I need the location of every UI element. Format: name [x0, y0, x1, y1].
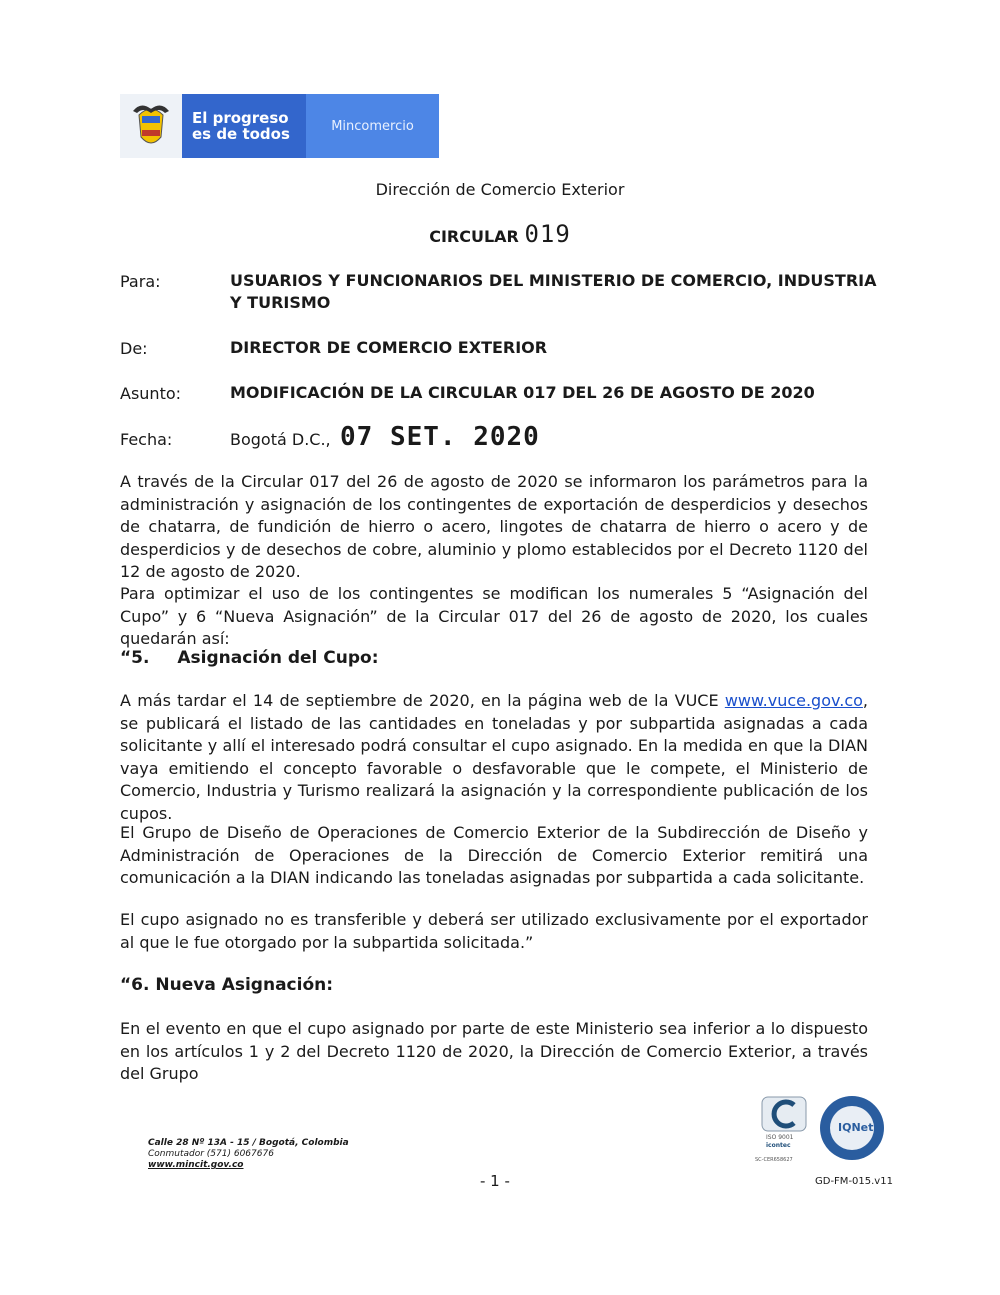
cert1-label: ISO 9001 — [766, 1134, 794, 1141]
icontec-certification-logo — [760, 1095, 808, 1155]
footer-address-block — [148, 1138, 349, 1171]
date-stamp: 07 SET. 2020 — [340, 422, 540, 452]
page-number: - 1 - — [480, 1172, 510, 1190]
date-label: Fecha: — [120, 430, 173, 449]
subject-label: Asunto: — [120, 384, 182, 403]
office-title: Dirección de Comercio Exterior — [375, 180, 625, 199]
paragraph-assignment — [120, 690, 868, 825]
to-label: Para: — [120, 272, 161, 291]
paragraph-assignment-end: , se publicará el listado de las cantidades en toneladas y por subpartida asignadas a cada solicitante y allí el interesado podrá consultar el cupo asignado. En la medida en que la DIAN vaya emitiendo el concepto favorable o desfavorable que le compete, el Ministerio de Comercio, Industria y Turismo realizará la asignación y la correspondiente publicación de los cupos. — [120, 691, 868, 823]
date-place: Bogotá D.C., — [230, 430, 331, 449]
circular-number: 019 — [524, 220, 571, 248]
footer-address: Calle 28 Nº 13A - 15 / Bogotá, Colombia — [148, 1138, 349, 1148]
cert1-code: SC-CER658627 — [755, 1157, 793, 1163]
footer-website[interactable]: www.mincit.gov.co — [148, 1160, 244, 1170]
government-logo — [120, 94, 439, 158]
circular-label: CIRCULAR — [429, 227, 519, 246]
ministry-name: Mincomercio — [306, 94, 439, 158]
cert1-org: icontec — [766, 1142, 791, 1149]
to-value: USUARIOS Y FUNCIONARIOS DEL MINISTERIO DE COMERCIO, INDUSTRIA Y TURISMO — [230, 271, 877, 312]
cert2-label: IQNet — [838, 1121, 874, 1134]
footer-phone: Conmutador (571) 6067676 — [148, 1149, 274, 1159]
from-label: De: — [120, 339, 148, 358]
paragraph-modification: Para optimizar el uso de los contingentes se modifican los numerales 5 “Asignación del Cupo” y 6 “Nueva Asignación” de la Circular 017 del 26 de agosto de 2020, los cuales quedarán así: — [120, 584, 868, 648]
section-5-number: “5. — [120, 648, 150, 668]
paragraph-design-group: El Grupo de Diseño de Operaciones de Comercio Exterior de la Subdirección de Diseño y Administración de Operaciones de la Dirección de Comercio Exterior remitirá una comunicación a la DIAN indicando las toneladas asignadas por subpartida a cada solicitante. — [120, 823, 868, 887]
subject-value: MODIFICACIÓN DE LA CIRCULAR 017 DEL 26 DE AGOSTO DE 2020 — [230, 383, 815, 402]
slogan-line-1: El progreso — [192, 109, 289, 127]
slogan-block — [182, 94, 306, 158]
circular-heading — [0, 220, 1000, 248]
paragraph-intro: A través de la Circular 017 del 26 de agosto de 2020 se informaron los parámetros para la administración y asignación de los contingentes de exportación de desperdicios y desechos de chatarra, de fundición de hierro o acero, lingotes de chatarra de hierro o acero y de desperdicios y de desechos de cobre, aluminio y plomo establecidos por el Decreto 1120 del 12 de agosto de 2020. — [120, 472, 868, 581]
slogan-line-2: es de todos — [192, 125, 290, 143]
vuce-link[interactable]: www.vuce.gov.co — [724, 691, 863, 710]
paragraph-assignment-start: A más tardar el 14 de septiembre de 2020, en la página web de la VUCE — [120, 691, 725, 710]
paragraph-new-assignment: En el evento en que el cupo asignado por parte de este Ministerio sea inferior a lo dispuesto en los artículos 1 y 2 del Decreto 1120 de 2020, la Dirección de Comercio Exterior, a través del Grupo — [120, 1019, 868, 1083]
section-5-heading — [120, 648, 379, 668]
form-code: GD-FM-015.v11 — [815, 1176, 893, 1187]
colombia-coat-of-arms-icon — [120, 94, 182, 158]
iqnet-certification-logo — [818, 1094, 886, 1162]
paragraph-non-transferable: El cupo asignado no es transferible y deberá ser utilizado exclusivamente por el exportador al que le fue otorgado por la subpartida solicitada.” — [120, 910, 868, 952]
section-5-title: Asignación del Cupo: — [177, 648, 379, 668]
from-value: DIRECTOR DE COMERCIO EXTERIOR — [230, 338, 548, 357]
section-6-heading: “6. Nueva Asignación: — [120, 975, 334, 995]
